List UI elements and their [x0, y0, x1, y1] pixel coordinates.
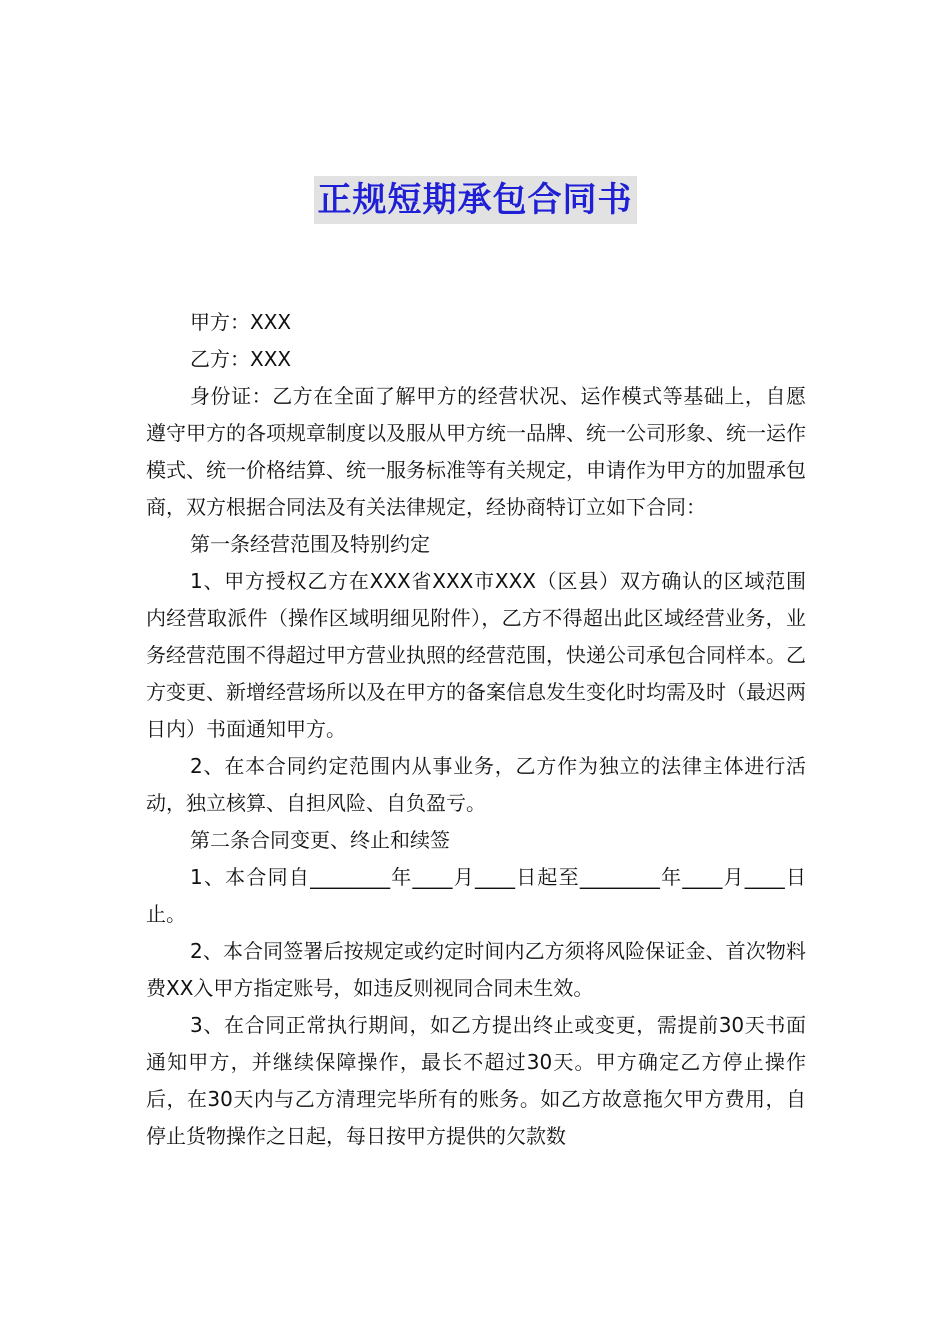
party-b-line: 乙方：XXX [190, 347, 292, 371]
document-title: 正规短期承包合同书 [314, 176, 637, 224]
article-1-heading: 第一条经营范围及特别约定 [190, 532, 430, 556]
article-1-clause-2: 2、在本合同约定范围内从事业务，乙方作为独立的法律主体进行活动，独立核算、自担风险、自负盈亏。 [146, 754, 806, 815]
article-2-clause-2: 2、本合同签署后按规定或约定时间内乙方须将风险保证金、首次物料费XX入甲方指定账号，如违反则视同合同未生效。 [146, 939, 806, 1000]
article-2-clause-3: 3、在合同正常执行期间，如乙方提出终止或变更，需提前30天书面通知甲方，并继续保障操作，最长不超过30天。甲方确定乙方停止操作后，在30天内与乙方清理完毕所有的账务。如乙方故意拖欠甲方费用，自停止货物操作之日起，每日按甲方提供的欠款数 [146, 1013, 806, 1148]
preamble-paragraph: 身份证：乙方在全面了解甲方的经营状况、运作模式等基础上，自愿遵守甲方的各项规章制度以及服从甲方统一品牌、统一公司形象、统一运作模式、统一价格结算、统一服务标准等有关规定，申请作为甲方的加盟承包商，双方根据合同法及有关法律规定，经协商特订立如下合同： [146, 384, 806, 519]
title-container [0, 176, 950, 224]
document-body [146, 304, 806, 1155]
party-a-line: 甲方：XXX [190, 310, 292, 334]
article-2-clause-1: 1、本合同自________年____月____日起至________年____月____日止。 [146, 865, 806, 926]
article-2-heading: 第二条合同变更、终止和续签 [190, 828, 450, 852]
article-1-clause-1: 1、甲方授权乙方在XXX省XXX市XXX（区县）双方确认的区域范围内经营取派件（操作区域明细见附件），乙方不得超出此区域经营业务，业务经营范围不得超过甲方营业执照的经营范围，快递公司承包合同样本。乙方变更、新增经营场所以及在甲方的备案信息发生变化时均需及时（最迟两日内）书面通知甲方。 [146, 569, 806, 741]
